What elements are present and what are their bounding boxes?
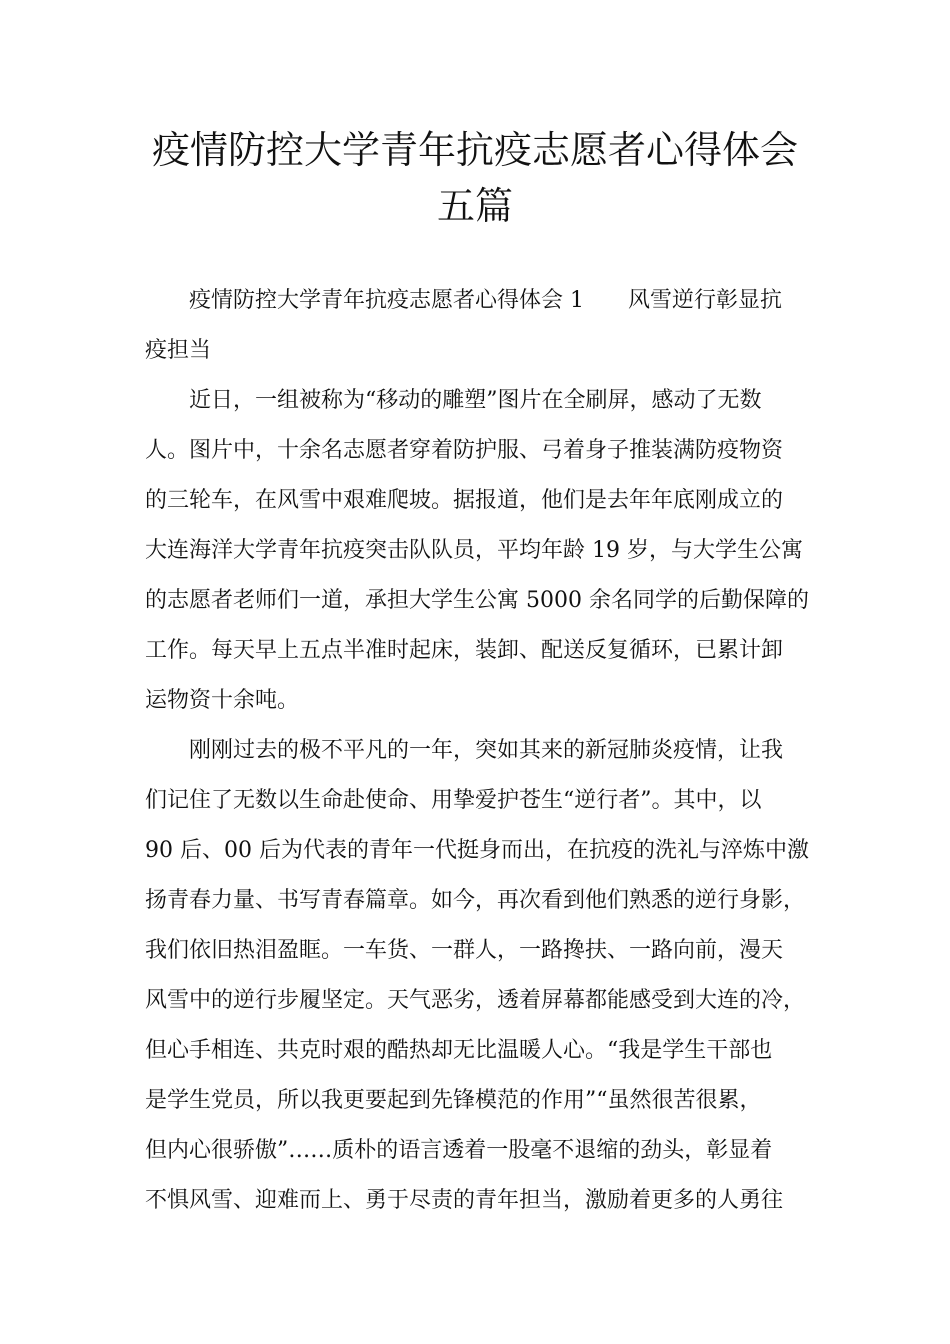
paragraph-line: 扬青春力量、书写青春篇章。如今，再次看到他们熟悉的逆行身影， [145, 888, 806, 913]
paragraph-line: 人。图片中，十余名志愿者穿着防护服、弓着身子推装满防疫物资 [145, 438, 784, 463]
paragraph-line: 但心手相连、共克时艰的酷热却无比温暖人心。“我是学生干部也 [145, 1038, 773, 1063]
paragraph-line: 的志愿者老师们一道，承担大学生公寓 5000 余名同学的后勤保障的 [145, 588, 809, 613]
paragraph-line: 近日，一组被称为“移动的雕塑”图片在全刷屏，感动了无数 [189, 388, 762, 413]
paragraph-line: 但内心很骄傲”……质朴的语言透着一股毫不退缩的劲头，彰显着 [145, 1138, 773, 1163]
document-title [120, 122, 830, 234]
title-line-1: 疫情防控大学青年抗疫志愿者心得体会 [151, 128, 798, 172]
paragraph-line: 工作。每天早上五点半准时起床，装卸、配送反复循环，已累计卸 [145, 638, 784, 663]
paragraph-line: 风雪中的逆行步履坚定。天气恶劣，透着屏幕都能感受到大连的冷， [145, 988, 806, 1013]
paragraph-line: 的三轮车，在风雪中艰难爬坡。据报道，他们是去年年底刚成立的 [145, 488, 784, 513]
paragraph-line: 们记住了无数以生命赴使命、用挚爱护苍生“逆行者”。其中，以 [145, 788, 762, 813]
paragraph-line: 90 后、00 后为代表的青年一代挺身而出，在抗疫的洗礼与淬炼中激 [145, 838, 809, 863]
paragraph-line: 大连海洋大学青年抗疫突击队队员，平均年龄 19 岁，与大学生公寓 [145, 538, 803, 563]
title-line-2: 五篇 [436, 184, 513, 228]
section-heading-line-2: 疫担当 [145, 338, 212, 363]
paragraph-line: 我们依旧热泪盈眶。一车货、一群人，一路搀扶、一路向前，漫天 [145, 938, 784, 963]
paragraph-line: 刚刚过去的极不平凡的一年，突如其来的新冠肺炎疫情，让我 [189, 738, 784, 763]
paragraph-line: 运物资十余吨。 [145, 688, 300, 713]
paragraph-line: 不惧风雪、迎难而上、勇于尽责的青年担当，激励着更多的人勇往 [145, 1188, 784, 1213]
section-heading-line-1: 疫情防控大学青年抗疫志愿者心得体会 1 风雪逆行彰显抗 [189, 288, 782, 313]
paragraph-line: 是学生党员，所以我更要起到先锋模范的作用”“虽然很苦很累， [145, 1088, 762, 1113]
